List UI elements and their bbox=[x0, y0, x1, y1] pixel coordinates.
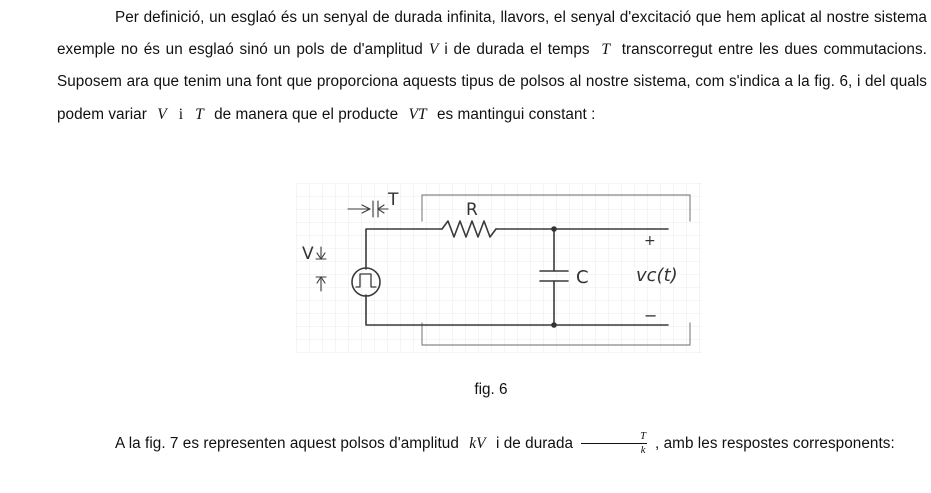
paragraph-fig7 bbox=[57, 426, 927, 462]
math-symbol: kV bbox=[469, 435, 486, 452]
label-plus: + bbox=[644, 233, 656, 249]
text-segment: es mantingui constant : bbox=[436, 105, 596, 123]
text-segment: , amb les respostes corresponents: bbox=[655, 435, 895, 452]
math-symbol: V bbox=[157, 105, 167, 123]
math-symbol: VT bbox=[408, 105, 427, 123]
text-segment: i de durada bbox=[496, 435, 574, 452]
text-segment: Per definició, un esglaó és un senyal de durada infinita, llavors, el senyal d'excitació que hem aplicat al nostre sistema exemple no és un esglaó sinó un pols de d'amplitud bbox=[57, 9, 927, 59]
junction-dot-top bbox=[551, 226, 557, 232]
label-duration: T bbox=[388, 190, 399, 210]
fraction-denominator: k bbox=[640, 445, 646, 457]
paragraph-definition bbox=[57, 2, 927, 131]
math-symbol: T bbox=[195, 105, 204, 123]
fraction-duration bbox=[581, 430, 647, 457]
label-resistor: R bbox=[466, 200, 478, 220]
figure-caption: fig. 6 bbox=[474, 381, 508, 398]
text-segment: transcorregut entre les dues commutacions. Suposem ara que tenim una font que proporciona aquests tipus de polsos al nostre sistema, com s'indica a la fig. 6, i del quals podem variar bbox=[57, 41, 927, 123]
label-output-voltage: vc(t) bbox=[636, 265, 678, 286]
label-amplitude: V bbox=[302, 244, 314, 264]
junction-dot-bottom bbox=[551, 322, 557, 328]
math-conjunction: i bbox=[178, 105, 184, 123]
text-segment: de manera que el producte bbox=[214, 105, 399, 123]
text-segment: A la fig. 7 es representen aquest polsos d'amplitud bbox=[115, 435, 459, 452]
math-symbol: T bbox=[601, 41, 610, 59]
label-capacitor: C bbox=[576, 267, 589, 288]
label-minus: − bbox=[644, 306, 658, 325]
math-symbol: V bbox=[428, 41, 439, 59]
text-segment: i de durada el temps bbox=[444, 41, 590, 59]
fraction-numerator: T bbox=[581, 430, 647, 444]
circuit-figure bbox=[296, 183, 702, 353]
